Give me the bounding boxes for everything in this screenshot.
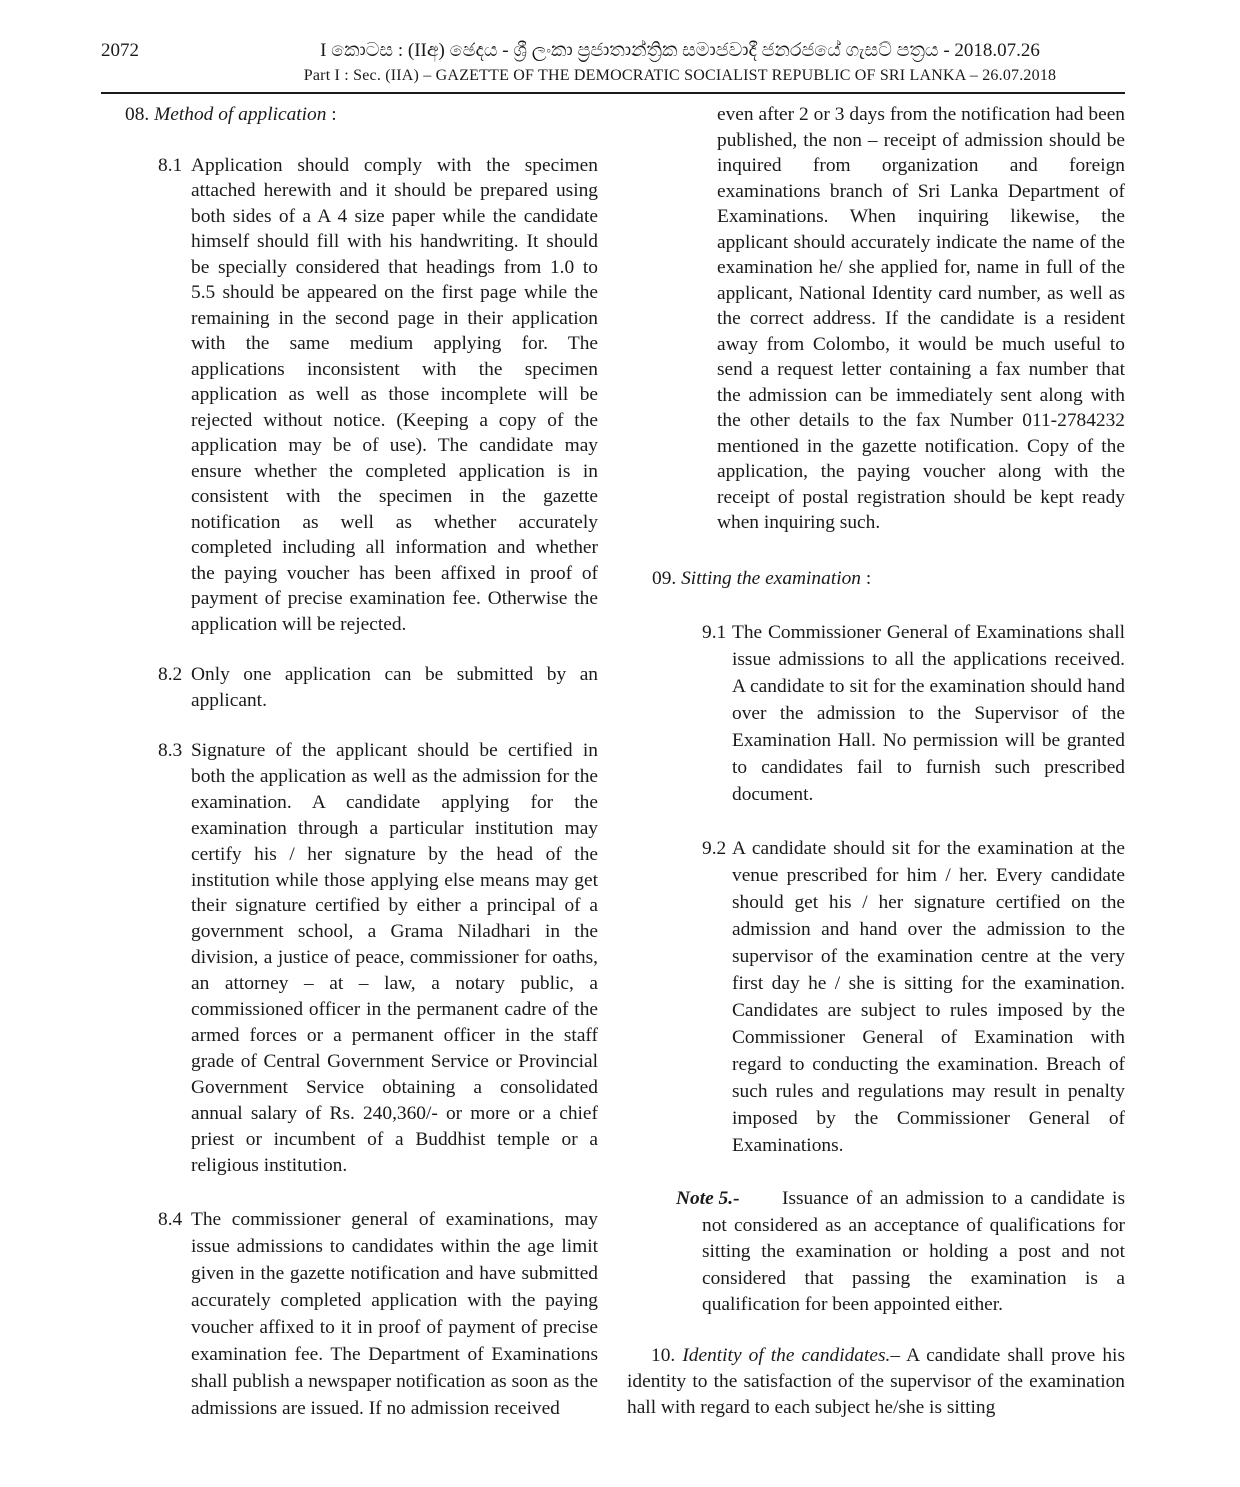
gazette-title-english: Part I : Sec. (IIA) – GAZETTE OF THE DEMOCRATIC SOCIALIST REPUBLIC OF SRI LANKA – 26.07.2018 [303,67,1057,84]
item-9-2-number: 9.2 [702,838,727,859]
section-08-heading [101,102,598,128]
item-8-4-continued: even after 2 or 3 days from the notification had been published, the non – receipt of admission should be inquired from organization and foreign examinations branch of Sri Lanka Department of Examinations. When inquiring likewise, the applicant should accurately indicate the name of the examination he/ she applied for, name in full of the applicant, National Identity card number, as well as the correct address. If the candidate is a resident away from Colombo, it would be much useful to send a request letter containing a fax number that the admission can be immediately sent along with the other details to the fax Number 011-2784232 mentioned in the gazette notification. Copy of the application, the paying voucher along with the receipt of postal registration should be kept ready when inquiring such. [717,104,1125,533]
item-9-2-text: A candidate should sit for the examination at the venue prescribed for him / her. Every candidate should get his / her signature certified on the admission and hand over the admission to the supervisor of the examination centre at the very first day he / she is sitting for the examination. Candidates are subject to rules imposed by the Commissioner General of Examination with regard to conducting the examination. Breach of such rules and regulations may result in penalty imposed by the Commissioner General of Examinations. [732,838,1125,1156]
item-9-1-number: 9.1 [702,622,727,643]
gazette-title-sinhala: I කොටස : (IIඅ) ඡෙදය - ශ්‍රී ලංකා ප්‍රජාතාන්ත්‍රික සමාජවාදී ජනරජයේ ගැසට් පත්‍රය - 2018.07.26 [320,40,1040,61]
right-column [627,102,1125,1421]
item-8-2-number: 8.2 [158,664,183,685]
page-number: 2072 [101,40,139,61]
section-09-number: 09. [652,567,677,589]
header-rule [101,92,1125,94]
section-10 [627,1343,1125,1421]
section-09-title: Sitting the examination [681,567,861,589]
section-09-colon: : [860,567,872,589]
item-8-2-text: Only one application can be submitted by an applicant. [191,664,598,711]
note-5-label: Note 5.- [676,1188,740,1209]
item-8-1 [101,153,598,638]
item-8-3-number: 8.3 [158,740,183,761]
section-08-colon: : [326,104,337,125]
item-8-4 [101,1206,598,1422]
section-10-title: Identity of the candidates. [682,1344,891,1366]
item-8-4-text: The commissioner general of examinations, may issue admissions to candidates within the age limit given in the gazette notification and have submitted accurately completed application with the paying voucher affixed to it in proof of payment of precise examination fee. The Department of Examinations shall publish a newspaper notification as soon as the admissions are issued. If no admission received [191,1209,598,1420]
note-5-text: Issuance of an admission to a candidate is not considered as an acceptance of qualifications for sitting the examination or holding a post and not considered that passing the examination is a qualification for been appointed either. [702,1188,1125,1315]
item-8-1-number: 8.1 [158,154,183,176]
item-8-2 [101,662,598,713]
item-8-1-text: Application should comply with the specimen attached herewith and it should be prepared using both sides of a A 4 size paper while the candidate himself should fill with his handwriting. It should be specially considered that headings from 1.0 to 5.5 should be appeared on the first page while the remaining in the second page in their application with the same medium applying for. The applications inconsistent with the specimen application as well as those incomplete will be rejected without notice. (Keeping a copy of the application may be of use). The candidate may ensure whether the completed application is in consistent with the specimen in the gazette notification as well as whether accurately completed including all information and whether the paying voucher has been affixed in proof of payment of precise examination fee. Otherwise the application will be rejected. [191,154,598,635]
item-9-2 [627,835,1125,1159]
section-10-text: – A candidate shall prove his identity to the satisfaction of the supervisor of the examination hall with regard to each subject he/she is sitting [627,1344,1125,1418]
item-8-4-number: 8.4 [158,1209,183,1231]
note-5 [627,1186,1125,1319]
section-08-title: Method of application [154,104,327,125]
item-8-3 [101,738,598,1178]
section-09-heading [627,566,1125,592]
section-10-number: 10. [651,1344,676,1366]
section-08-number: 08. [125,104,150,125]
item-9-1-text: The Commissioner General of Examinations shall issue admissions to all the applications received. A candidate to sit for the examination should hand over the admission to the Supervisor of the Examination Hall. No permission will be granted to candidates fail to furnish such prescribed document. [732,622,1125,805]
left-column [101,102,598,1422]
item-9-1 [627,619,1125,808]
item-8-3-text: Signature of the applicant should be certified in both the application as well as the admission for the examination. A candidate applying for the examination through a particular institution may certify his / her signature by the head of the institution while those applying else means may get their signature certified by either a principal of a government school, a Grama Niladhari in the division, a justice of peace, commissioner for oaths, an attorney – at – law, a notary public, a commissioned officer in the permanent cadre of the armed forces or a permanent officer in the staff grade of Central Government Service or Provincial Government Service obtaining a consolidated annual salary of Rs. 240,360/- or more or a chief priest or incumbent of a Buddhist temple or a religious institution. [191,740,598,1176]
